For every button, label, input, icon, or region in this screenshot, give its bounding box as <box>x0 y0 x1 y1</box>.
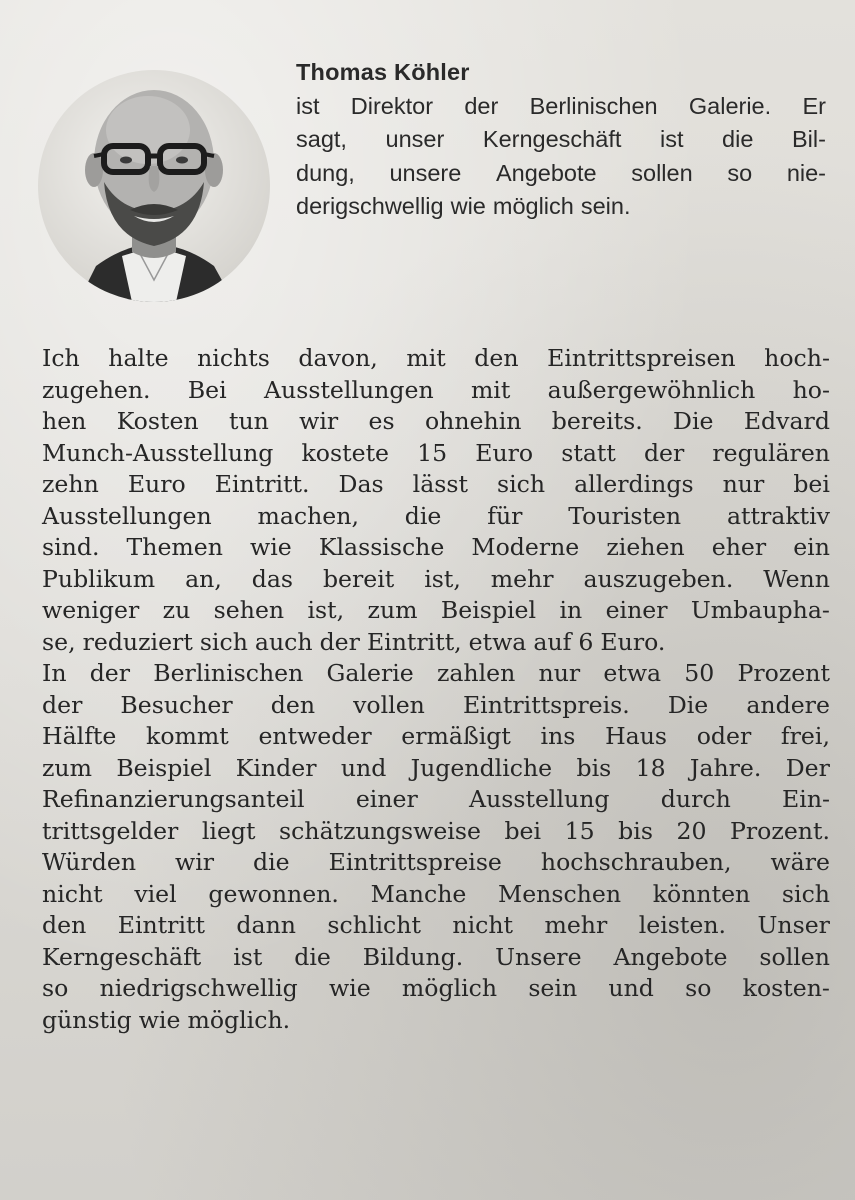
word: regulären <box>712 438 830 467</box>
article-line <box>42 753 830 785</box>
word: Eintrittspreis. <box>462 690 630 719</box>
word: das <box>251 564 294 593</box>
word: Touristen <box>568 501 682 530</box>
word: liegt <box>201 816 256 845</box>
word: der <box>89 659 131 687</box>
word: Beispiel <box>440 596 537 624</box>
word: sich <box>199 627 248 656</box>
word: Ausstellung <box>469 785 610 813</box>
portrait-drawing <box>38 70 270 302</box>
word: lässt <box>412 470 468 498</box>
word: die <box>404 501 442 530</box>
word: mehr <box>544 911 608 939</box>
word: Publikum <box>42 564 156 593</box>
word: ist <box>233 942 263 971</box>
word: dung, <box>296 159 355 186</box>
word: Bildung. <box>362 942 464 971</box>
word: so <box>685 974 712 1002</box>
bio-line <box>296 90 826 124</box>
bio-text <box>296 90 826 224</box>
word: andere <box>746 690 830 719</box>
word: machen, <box>257 501 359 530</box>
word: Moderne <box>471 533 580 561</box>
word: zu <box>162 596 191 624</box>
word: kommt <box>146 722 229 750</box>
word: 20 <box>676 816 707 845</box>
word: bereits. <box>551 407 643 435</box>
article-line <box>42 658 830 690</box>
word: eher <box>711 533 767 561</box>
word: ohnehin <box>424 407 522 435</box>
word: ermäßigt <box>401 722 511 750</box>
word: sich <box>497 470 546 498</box>
word: nur <box>722 470 765 498</box>
word: ist, <box>424 564 461 593</box>
word: günstig <box>42 1005 132 1034</box>
word: oder <box>696 722 752 750</box>
bio-line <box>296 157 826 191</box>
word: könnten <box>652 879 751 908</box>
word: Unsere <box>495 942 582 971</box>
word: unsere <box>389 159 462 186</box>
article-line <box>42 1005 830 1037</box>
word: Umbaupha- <box>690 596 830 624</box>
article-line <box>42 375 830 407</box>
word: Kinder <box>235 753 317 782</box>
word: se, <box>42 627 76 656</box>
word: attraktiv <box>726 501 830 530</box>
word: ho- <box>792 375 830 404</box>
word: nie- <box>786 159 826 186</box>
word: dann <box>236 911 296 939</box>
word: und <box>340 753 387 782</box>
article-line <box>42 501 830 533</box>
word: Ausstellungen <box>42 501 212 530</box>
word: Kosten <box>116 407 199 435</box>
word: Haus <box>605 722 668 750</box>
word: auch <box>254 627 313 656</box>
word: zugehen. <box>42 375 151 404</box>
word: statt <box>561 438 616 467</box>
article-line <box>42 847 830 879</box>
word: derigschwellig <box>296 193 444 219</box>
author-portrait <box>38 70 270 302</box>
word: Munch-Ausstellung <box>42 438 274 467</box>
word: sehen <box>213 596 285 624</box>
word: Kerngeschäft <box>482 126 622 152</box>
article-body <box>42 343 830 1036</box>
word: vollen <box>353 690 425 719</box>
word: wäre <box>770 848 830 876</box>
word: Kerngeschäft <box>42 942 202 971</box>
word: bereit <box>322 564 395 593</box>
word: Hälfte <box>42 722 117 750</box>
word: Unser <box>757 911 830 939</box>
word: Berlinischen <box>153 659 304 687</box>
word: Bil- <box>792 126 826 152</box>
word: ist, <box>307 596 345 624</box>
word: schlicht <box>327 911 421 939</box>
word: Eintrittspreise <box>328 848 502 876</box>
word: sein <box>528 974 578 1002</box>
bio-line <box>296 190 826 224</box>
word: Menschen <box>498 879 622 908</box>
article-line <box>42 343 830 375</box>
word: hoch- <box>764 344 830 372</box>
author-bio <box>296 56 826 224</box>
article-line <box>42 438 830 470</box>
word: bei <box>793 470 830 498</box>
word: in <box>559 596 583 624</box>
word: mehr <box>490 564 554 593</box>
article-line <box>42 816 830 848</box>
word: halte <box>108 344 169 372</box>
word: die <box>294 942 331 971</box>
word: der <box>319 627 360 656</box>
word: Refinanzierungsanteil <box>42 785 305 813</box>
word: für <box>487 501 523 530</box>
word: Ausstellungen <box>264 375 434 404</box>
word: davon, <box>298 344 378 372</box>
article-line <box>42 690 830 722</box>
word: Besucher <box>120 690 233 719</box>
word: möglich <box>401 974 498 1002</box>
article-line <box>42 721 830 753</box>
word: tun <box>228 407 269 435</box>
word: möglich. <box>187 1005 291 1034</box>
article-line <box>42 564 830 596</box>
word: Das <box>338 470 384 498</box>
word: die <box>253 848 290 876</box>
word: In <box>42 659 67 687</box>
word: Würden <box>42 848 137 876</box>
word: ein <box>793 533 830 561</box>
article-line <box>42 973 830 1005</box>
word: hen <box>42 407 87 435</box>
word: 15 <box>417 438 448 467</box>
word: Angebote <box>613 942 728 971</box>
word: hochschrauben, <box>540 848 732 876</box>
word: an, <box>185 564 222 593</box>
word: auszugeben. <box>583 564 734 593</box>
word: einer <box>605 596 668 624</box>
word: durch <box>660 785 731 813</box>
word: einer <box>355 785 418 813</box>
article-line <box>42 406 830 438</box>
word: so <box>42 974 69 1002</box>
word: entweder <box>258 722 372 750</box>
word: ist <box>296 92 320 119</box>
word: Edvard <box>743 407 830 435</box>
article-line <box>42 784 830 816</box>
article-line <box>42 595 830 627</box>
word: Eintrittspreisen <box>547 344 736 372</box>
word: Galerie. <box>688 92 772 119</box>
word: so <box>727 159 753 186</box>
word: wir <box>299 407 339 435</box>
word: Euro <box>127 470 186 498</box>
bio-line <box>296 123 826 157</box>
word: Euro. <box>600 627 666 656</box>
word: Direktor <box>350 92 434 119</box>
word: sind. <box>42 533 100 561</box>
word: wie <box>250 533 292 561</box>
word: ziehen <box>606 533 685 561</box>
word: sollen <box>759 942 830 971</box>
word: sollen <box>631 159 693 186</box>
word: wie <box>138 1005 181 1034</box>
word: Euro <box>475 438 534 467</box>
word: Eintritt <box>117 911 205 939</box>
word: 18 <box>635 753 666 782</box>
word: ins <box>540 722 576 750</box>
word: Prozent <box>737 659 830 687</box>
article-line <box>42 469 830 501</box>
word: und <box>608 974 654 1002</box>
word: es <box>368 407 395 435</box>
word: den <box>270 690 316 719</box>
word: zahlen <box>436 659 516 687</box>
word: Er <box>802 92 826 119</box>
word: niedrigschwellig <box>99 974 298 1002</box>
word: der <box>643 438 685 467</box>
word: Der <box>785 753 830 782</box>
word: Ein- <box>782 785 830 813</box>
word: möglich <box>492 193 574 219</box>
word: der <box>42 690 83 719</box>
word: wie <box>328 974 371 1002</box>
word: außergewöhnlich <box>547 375 756 404</box>
word: Beispiel <box>116 753 212 782</box>
word: wie <box>450 193 486 219</box>
word: reduziert <box>82 627 193 656</box>
word: bis <box>618 816 653 845</box>
word: bis <box>576 753 612 782</box>
article-line <box>42 879 830 911</box>
word: Angebote <box>495 159 597 186</box>
word: den <box>474 344 519 372</box>
word: mit <box>406 344 446 372</box>
article-line <box>42 627 830 659</box>
word: unser <box>385 126 445 152</box>
word: Jahre. <box>689 753 762 782</box>
word: Galerie <box>326 659 414 687</box>
word: etwa <box>603 659 662 687</box>
word: wir <box>175 848 215 876</box>
word: Themen <box>126 533 223 561</box>
word: nicht <box>452 911 514 939</box>
author-name: Thomas Köhler <box>296 59 470 85</box>
word: Prozent. <box>730 816 830 845</box>
word: Manche <box>370 879 467 908</box>
word: ist <box>659 126 684 152</box>
word: der <box>464 92 499 119</box>
word: Jugendliche <box>410 753 553 782</box>
article-line <box>42 910 830 942</box>
word: Eintritt. <box>214 470 310 498</box>
word: bei <box>504 816 542 845</box>
word: Klassische <box>318 533 445 561</box>
word: mit <box>470 375 511 404</box>
word: 6 <box>578 627 594 656</box>
word: Die <box>667 690 709 719</box>
word: frei, <box>780 722 830 750</box>
word: Ich <box>42 344 80 372</box>
word: Berlinischen <box>529 92 658 119</box>
word: kosten- <box>742 974 830 1002</box>
word: schätzungsweise <box>279 816 481 845</box>
word: zum <box>367 596 418 624</box>
word: etwa <box>468 627 527 656</box>
word: allerdings <box>574 470 694 498</box>
word: nichts <box>197 344 270 372</box>
word: sagt, <box>296 126 347 152</box>
word: sein. <box>580 193 631 219</box>
word: 50 <box>684 659 715 687</box>
word: viel <box>134 879 177 908</box>
word: die <box>722 126 754 152</box>
word: 15 <box>564 816 595 845</box>
word: sich <box>781 879 830 908</box>
word: auf <box>533 627 572 656</box>
word: nur <box>538 659 581 687</box>
word: trittsgelder <box>42 816 179 845</box>
word: Die <box>673 407 714 435</box>
word: den <box>42 911 87 939</box>
word: leisten. <box>638 911 727 939</box>
word: Wenn <box>763 564 830 593</box>
word: kostete <box>301 438 390 467</box>
article-line <box>42 942 830 974</box>
word: zehn <box>42 470 99 498</box>
word: weniger <box>42 596 140 624</box>
word: Bei <box>187 375 227 404</box>
article-line <box>42 532 830 564</box>
word: zum <box>42 753 92 782</box>
word: Eintritt, <box>366 627 462 656</box>
word: gewonnen. <box>208 879 339 908</box>
word: nicht <box>42 879 103 908</box>
